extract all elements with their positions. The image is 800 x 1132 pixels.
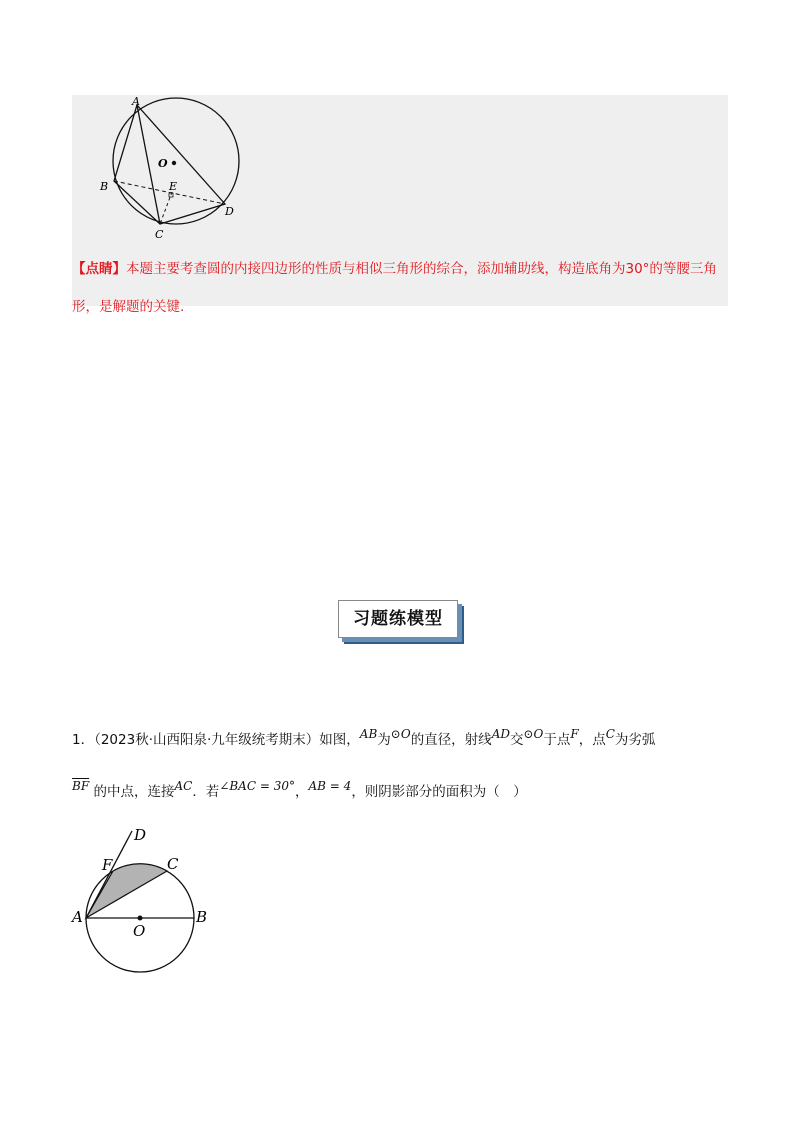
math-arc-BF: $\overline{BF}$ — [72, 779, 90, 793]
section-title-badge: 习题练模型 — [338, 600, 458, 638]
label-C: C — [167, 855, 179, 873]
problem-line-2 — [72, 779, 527, 802]
math-circle-O: ⊙O — [390, 727, 411, 741]
label-B: B — [100, 180, 109, 193]
label-O: O — [158, 157, 168, 170]
math-circle-O: ⊙O — [523, 727, 544, 741]
problem-text: 的中点，连接 — [93, 784, 175, 800]
label-A: A — [72, 908, 83, 926]
math-AB-value: AB = 4 — [308, 779, 352, 793]
math-C: C — [605, 727, 615, 741]
problem-text: ．若 — [192, 784, 220, 800]
label-C: C — [155, 228, 164, 241]
label-E: E — [169, 180, 178, 193]
math-F: F — [570, 727, 579, 741]
problem-text: 交 — [509, 732, 524, 748]
problem-text: 的直径，射线 — [410, 732, 492, 748]
problem-text: ，点 — [578, 732, 606, 748]
note-body: 本题主要考查圆的内接四边形的性质与相似三角形的综合，添加辅助线，构造底角为30°的等腰三角形，是解题的关键. — [72, 261, 717, 315]
label-D: D — [225, 205, 234, 218]
problem-source: （2023秋·山西阳泉·九年级统考期末） — [94, 732, 320, 748]
problem-text: 为 — [377, 732, 391, 748]
label-F: F — [102, 856, 113, 874]
problem-text: ， — [295, 784, 309, 800]
figure-inscribed-quadrilateral — [92, 95, 262, 245]
math-AB: AB — [359, 727, 378, 741]
problem-text: ，则阴影部分的面积为（ ） — [351, 784, 527, 800]
problem-1 — [72, 727, 742, 800]
math-angle-BAC: ∠BAC = 30° — [219, 779, 295, 793]
problem-text: 如图， — [319, 732, 360, 748]
shaded-region — [86, 864, 167, 918]
math-AC: AC — [174, 779, 193, 793]
solution-note-text — [72, 250, 728, 326]
label-B: B — [196, 908, 208, 926]
problem-line-1 — [72, 727, 742, 750]
note-tag: 【点睛】 — [72, 261, 126, 277]
label-O: O — [133, 922, 146, 940]
problem-text: 于点 — [543, 732, 571, 748]
label-D: D — [134, 826, 147, 844]
label-A: A — [132, 95, 140, 108]
math-AD: AD — [491, 727, 510, 741]
problem-text: 为劣弧 — [614, 732, 656, 748]
problem-number: 1． — [72, 732, 95, 748]
figure-circle-shaded-region — [70, 822, 220, 982]
